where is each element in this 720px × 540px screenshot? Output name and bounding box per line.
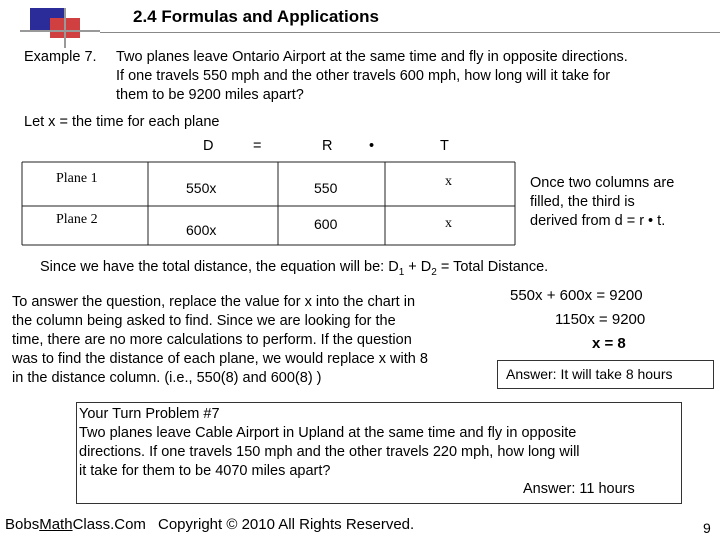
side-note-line-1: Once two columns are [530, 175, 675, 191]
equation-intro: Since we have the total distance, the equation will be: $D_1 + D_2$ = Total Distance. [40, 259, 549, 278]
work-line-1: 550x + 600x = 9200 [510, 287, 643, 304]
your-turn-heading: Your Turn Problem #7 [79, 406, 220, 422]
header-d: D [203, 138, 214, 154]
header-t: T [440, 138, 449, 154]
example-line-3: them to be 9200 miles apart? [116, 87, 304, 103]
header-dot: • [369, 138, 375, 154]
row-1-t: x [445, 174, 452, 189]
work-line-3: x = 8 [592, 335, 626, 352]
side-note-line-2: filled, the third is [530, 194, 635, 210]
side-note [530, 174, 715, 231]
row-1-d: 550x [186, 180, 217, 196]
your-turn-box [76, 402, 682, 504]
row-1-label: Plane 1 [56, 171, 98, 186]
footer-brand: BobsMathClass.Com [5, 516, 146, 533]
row-2-label: Plane 2 [56, 212, 98, 227]
page-number: 9 [703, 520, 711, 536]
row-2-r: 600 [314, 216, 338, 232]
your-turn-answer: Answer: 11 hours [523, 481, 635, 497]
work-line-2: 1150x = 9200 [555, 311, 646, 328]
example-line-2: If one travels 550 mph and the other travels 600 mph, how long will it take for [116, 68, 611, 84]
answer-text: Answer: It will take 8 hours [506, 366, 673, 382]
row-2-t: x [445, 216, 452, 231]
slide-title: 2.4 Formulas and Applications [133, 7, 379, 26]
your-turn-content: Your Turn Problem #7 Two planes leave Cable Airport in Upland at the same time and fly in opposite directions. If one travels 150 mph and the other travels 220 mph, how long will it take for them to be 4070 miles apart? [79, 406, 580, 479]
row-1-r: 550 [314, 180, 338, 196]
row-2-d: 600x [186, 222, 217, 238]
header-equals: = [253, 138, 262, 154]
footer-copyright: Copyright © 2010 All Rights Reserved. [158, 516, 415, 533]
side-note-line-3: derived from d = r • t. [530, 213, 666, 229]
let-statement: Let x = the time for each plane [24, 114, 220, 130]
answer-box [497, 360, 714, 389]
header-r: R [322, 138, 333, 154]
example-label: Example 7. [24, 49, 97, 65]
example-line-1: Two planes leave Ontario Airport at the same time and fly in opposite directions. [116, 49, 628, 65]
explanation-paragraph: To answer the question, replace the value for x into the chart in the column being asked to find. Since we are looking for the time, there are no more calculations to perform. If the question was to find the distance of each plane, we would replace x with 8 in the distance column. (i.e., 550(8) and 600(8) ) [12, 294, 428, 386]
